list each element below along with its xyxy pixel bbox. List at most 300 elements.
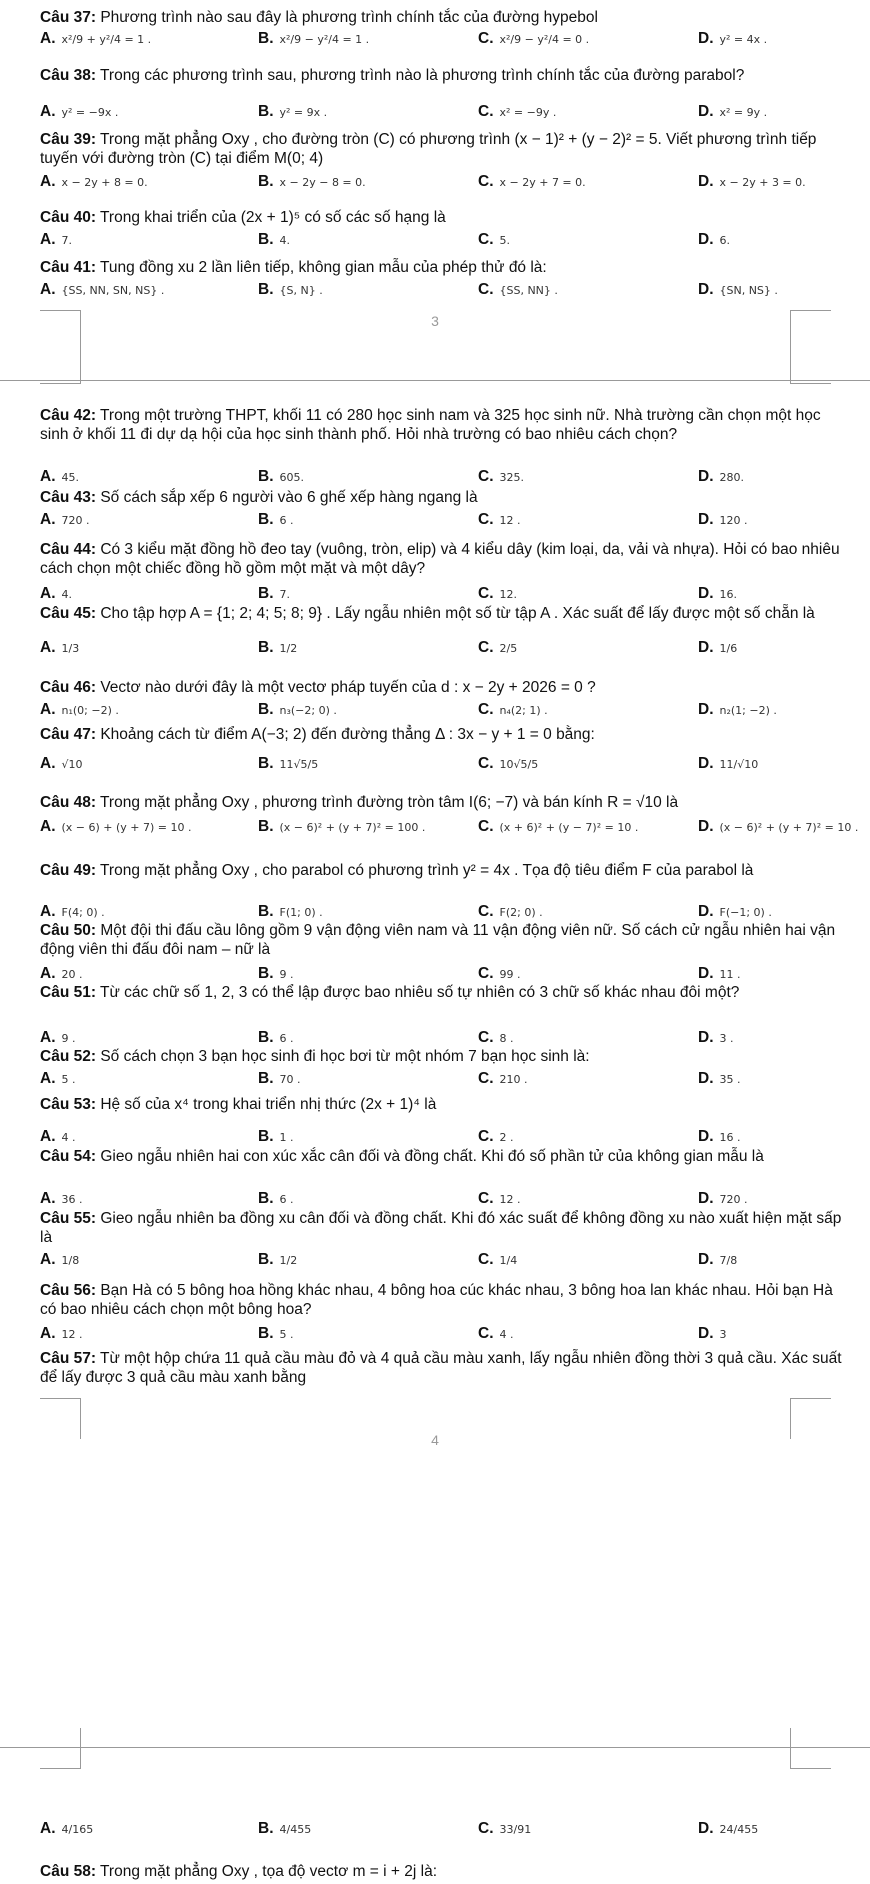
question-44 [40,540,848,578]
option-c[interactable] [478,103,556,121]
option-value: 9 . [61,1032,76,1045]
option-d[interactable] [698,1190,748,1208]
option-value: 4. [279,234,290,247]
option-letter: D. [698,701,714,718]
option-letter: D. [698,1190,714,1207]
option-a[interactable] [40,1029,76,1047]
option-b[interactable] [258,701,337,719]
option-value: 6. [719,234,730,247]
option-d[interactable] [698,231,730,249]
question-text: Trong mặt phẳng Oxy , tọa độ vectơ m = i + 2j là: [100,1863,438,1880]
option-c[interactable] [478,1820,531,1838]
question-label: Câu 42: [40,407,96,424]
option-value: 10√5/5 [499,758,539,771]
question-label: Câu 38: [40,67,96,84]
option-d[interactable] [698,1820,758,1838]
question-40 [40,208,848,227]
option-d[interactable] [698,1029,734,1047]
option-b[interactable] [258,818,425,836]
option-value: 7. [279,588,290,601]
option-letter: D. [698,965,714,982]
option-letter: B. [258,1190,274,1207]
option-a[interactable] [40,1128,76,1146]
option-letter: D. [698,639,714,656]
q46-options [40,701,848,721]
option-b[interactable] [258,173,366,191]
option-value: 11 . [719,968,741,981]
question-text: Trong một trường THPT, khối 11 có 280 học sinh nam và 325 học sinh nữ. Nhà trường cần chọn một học sinh ở khối 11 đi dự dạ hội của học sinh thành phố. Hỏi nhà trường có bao nhiêu cách chọn? [40,407,821,443]
option-b[interactable] [258,1325,294,1343]
option-letter: B. [258,511,274,528]
option-letter: D. [698,281,714,298]
option-c[interactable] [478,903,543,921]
q49-options [40,903,848,923]
option-a[interactable] [40,701,119,719]
option-c[interactable] [478,639,517,657]
question-52 [40,1047,848,1066]
crop-mark-bottom-left [40,343,81,384]
option-value: 8 . [499,1032,514,1045]
option-value: 70 . [279,1073,301,1086]
option-d[interactable] [698,1070,741,1088]
option-letter: C. [478,173,494,190]
option-value: 12 . [499,514,521,527]
option-value: n₃(−2; 0) . [279,704,337,717]
option-letter: A. [40,173,56,190]
option-c[interactable] [478,1070,528,1088]
question-text: Trong mặt phẳng Oxy , cho parabol có phương trình y² = 4x . Tọa độ tiêu điểm F của parabol là [100,862,754,879]
option-letter: A. [40,585,56,602]
option-value: {SN, NS} . [719,284,778,297]
option-value: 12 . [499,1193,521,1206]
page-number: 3 [431,313,439,329]
option-a[interactable] [40,281,164,299]
q47-options [40,755,848,775]
option-d[interactable] [698,103,767,121]
option-c[interactable] [478,511,521,529]
option-a[interactable] [40,231,72,249]
q52-options [40,1070,848,1090]
option-letter: D. [698,1325,714,1342]
option-a[interactable] [40,173,148,191]
option-letter: C. [478,1029,494,1046]
option-letter: A. [40,1190,56,1207]
option-letter: B. [258,1128,274,1145]
option-a[interactable] [40,965,83,983]
question-51 [40,983,848,1002]
question-label: Câu 51: [40,984,96,1001]
option-b[interactable] [258,468,304,486]
question-48 [40,793,848,812]
question-text: Vectơ nào dưới đây là một vectơ pháp tuyến của d : x − 2y + 2026 = 0 ? [100,679,596,696]
option-b[interactable] [258,103,327,121]
option-a[interactable] [40,103,118,121]
question-label: Câu 55: [40,1210,96,1227]
option-letter: D. [698,30,714,47]
option-b[interactable] [258,639,297,657]
question-label: Câu 56: [40,1282,96,1299]
option-letter: B. [258,173,274,190]
option-value: 7. [61,234,72,247]
option-b[interactable] [258,965,294,983]
question-label: Câu 58: [40,1863,96,1880]
option-a[interactable] [40,468,79,486]
option-value: 11√5/5 [279,758,319,771]
option-value: 325. [499,471,524,484]
option-letter: B. [258,701,274,718]
option-letter: A. [40,1820,56,1837]
option-value: 9 . [279,968,294,981]
option-a[interactable] [40,1070,76,1088]
option-value: 1/2 [279,642,298,655]
option-c[interactable] [478,468,524,486]
question-label: Câu 40: [40,209,96,226]
option-b[interactable] [258,1820,311,1838]
option-value: 11/√10 [719,758,759,771]
option-letter: C. [478,585,494,602]
question-label: Câu 52: [40,1048,96,1065]
option-letter: C. [478,639,494,656]
option-value: x² = 9y . [719,106,768,119]
option-letter: D. [698,468,714,485]
option-letter: C. [478,903,494,920]
question-label: Câu 45: [40,605,96,622]
option-letter: A. [40,1029,56,1046]
option-value: {SS, NN, SN, NS} . [61,284,165,297]
option-a[interactable] [40,903,105,921]
option-a[interactable] [40,511,90,529]
question-text: Trong mặt phẳng Oxy , phương trình đường tròn tâm I(6; −7) và bán kính R = √10 là [100,794,679,811]
option-value: 6 . [279,1032,294,1045]
option-d[interactable] [698,585,737,603]
question-text: Trong các phương trình sau, phương trình nào là phương trình chính tắc của đường parabol? [100,67,745,84]
question-label: Câu 37: [40,9,96,26]
option-letter: B. [258,468,274,485]
option-value: 6 . [279,514,294,527]
option-value: 16. [719,588,737,601]
q45-options [40,639,848,659]
question-label: Câu 53: [40,1096,96,1113]
option-value: 24/455 [719,1823,759,1836]
option-value: 12. [499,588,517,601]
option-d[interactable] [698,173,806,191]
option-letter: A. [40,701,56,718]
option-a[interactable] [40,1820,93,1838]
option-value: 280. [719,471,744,484]
question-text: Trong khai triển của (2x + 1)⁵ có số các số hạng là [100,209,446,226]
option-value: 12 . [61,1328,83,1341]
option-value: 5 . [61,1073,76,1086]
option-a[interactable] [40,755,83,773]
option-value: 1/3 [61,642,80,655]
option-c[interactable] [478,965,521,983]
question-55 [40,1209,848,1247]
option-value: 35 . [719,1073,741,1086]
question-53 [40,1095,848,1114]
option-value: x²/9 − y²/4 = 0 . [499,33,590,46]
option-letter: A. [40,1070,56,1087]
q54-options [40,1190,848,1210]
option-value: 1/2 [279,1254,298,1267]
option-value: 5 . [279,1328,294,1341]
question-text: Số cách chọn 3 bạn học sinh đi học bơi từ một nhóm 7 bạn học sinh là: [100,1048,590,1065]
question-text: Từ các chữ số 1, 2, 3 có thể lập được bao nhiêu số tự nhiên có 3 chữ số khác nhau đôi một? [100,984,740,1001]
option-c[interactable] [478,1029,514,1047]
question-text: Gieo ngẫu nhiên hai con xúc xắc cân đối và đồng chất. Khi đó số phần tử của không gian mẫu là [100,1148,764,1165]
question-label: Câu 44: [40,541,96,558]
option-letter: B. [258,965,274,982]
q39-options [40,173,848,193]
option-value: 7/8 [719,1254,738,1267]
option-letter: A. [40,965,56,982]
question-label: Câu 49: [40,862,96,879]
option-b[interactable] [258,903,323,921]
question-label: Câu 39: [40,131,96,148]
option-letter: B. [258,1029,274,1046]
option-a[interactable] [40,818,192,836]
option-value: 1/8 [61,1254,80,1267]
question-text: Gieo ngẫu nhiên ba đồng xu cân đối và đồng chất. Khi đó xác suất để không đồng xu nào xuất hiện mặt sấp là [40,1210,842,1246]
option-b[interactable] [258,30,369,48]
option-b[interactable] [258,1251,297,1269]
q38-options [40,103,848,123]
question-42 [40,406,848,444]
crop-mark-bottom-right [790,1728,831,1769]
option-letter: A. [40,468,56,485]
option-letter: A. [40,281,56,298]
q55-options [40,1251,848,1271]
question-38 [40,66,848,85]
option-letter: B. [258,1070,274,1087]
option-a[interactable] [40,1325,83,1343]
option-b[interactable] [258,585,290,603]
option-c[interactable] [478,1325,514,1343]
option-letter: D. [698,903,714,920]
option-letter: C. [478,1325,494,1342]
option-b[interactable] [258,1029,294,1047]
q51-options [40,1029,848,1049]
option-b[interactable] [258,511,294,529]
option-letter: C. [478,1128,494,1145]
question-text: Có 3 kiểu mặt đồng hồ đeo tay (vuông, tròn, elip) và 4 kiểu dây (kim loại, da, vải và nhựa). Hỏi có bao nhiêu cách chọn một chiếc đồng hồ gồm một mặt và một dây? [40,541,840,577]
option-b[interactable] [258,1070,301,1088]
option-value: 20 . [61,968,83,981]
option-letter: B. [258,585,274,602]
option-value: x − 2y − 8 = 0. [279,176,366,189]
option-c[interactable] [478,1190,521,1208]
option-value: (x − 6) + (y + 7) = 10 . [61,821,192,834]
question-text: Trong mặt phẳng Oxy , cho đường tròn (C) có phương trình (x − 1)² + (y − 2)² = 5. Viết phương trình tiếp tuyến với đường tròn (C) tại điểm M(0; 4) [40,131,817,167]
option-c[interactable] [478,1251,517,1269]
option-value: 33/91 [499,1823,532,1836]
option-value: {SS, NN} . [499,284,558,297]
option-letter: D. [698,1070,714,1087]
q56-options [40,1325,848,1345]
option-d[interactable] [698,281,778,299]
question-46 [40,678,848,697]
option-b[interactable] [258,231,290,249]
question-49 [40,861,848,880]
option-letter: D. [698,585,714,602]
option-d[interactable] [698,511,748,529]
option-d[interactable] [698,755,758,773]
option-letter: B. [258,639,274,656]
option-value: 1/6 [719,642,738,655]
option-letter: A. [40,755,56,772]
option-d[interactable] [698,468,744,486]
option-value: F(4; 0) . [61,906,105,919]
option-letter: B. [258,103,274,120]
option-c[interactable] [478,1128,514,1146]
option-letter: C. [478,511,494,528]
option-c[interactable] [478,755,538,773]
option-value: n₄(2; 1) . [499,704,548,717]
question-56 [40,1281,848,1319]
option-value: 120 . [719,514,748,527]
option-value: 3 . [719,1032,734,1045]
option-a[interactable] [40,30,151,48]
option-letter: A. [40,1128,56,1145]
option-b[interactable] [258,755,318,773]
option-value: 605. [279,471,304,484]
option-letter: C. [478,1190,494,1207]
option-letter: C. [478,701,494,718]
option-value: 6 . [279,1193,294,1206]
q40-options [40,231,848,251]
option-b[interactable] [258,1128,294,1146]
question-39 [40,130,848,168]
option-value: 1 . [279,1131,294,1144]
q44-options [40,585,848,605]
option-letter: C. [478,755,494,772]
option-value: {S, N} . [279,284,323,297]
option-letter: D. [698,1029,714,1046]
option-value: 4 . [61,1131,76,1144]
option-value: √10 [61,758,83,771]
option-letter: A. [40,818,56,835]
question-41 [40,258,848,277]
option-d[interactable] [698,1128,741,1146]
option-letter: A. [40,1325,56,1342]
option-value: 4/165 [61,1823,94,1836]
option-letter: A. [40,639,56,656]
option-c[interactable] [478,173,586,191]
option-d[interactable] [698,30,767,48]
option-c[interactable] [478,231,510,249]
question-text: Cho tập hợp A = {1; 2; 4; 5; 8; 9} . Lấy ngẫu nhiên một số từ tập A . Xác suất để lấy được một số chẵn là [100,605,815,622]
question-label: Câu 41: [40,259,96,276]
question-label: Câu 48: [40,794,96,811]
option-letter: C. [478,818,494,835]
option-a[interactable] [40,1190,83,1208]
option-letter: C. [478,468,494,485]
option-letter: C. [478,103,494,120]
option-letter: B. [258,30,274,47]
option-letter: D. [698,818,714,835]
question-label: Câu 46: [40,679,96,696]
question-text: Một đội thi đấu cầu lông gồm 9 vận động viên nam và 11 vận động viên nữ. Số cách cử ngẫu nhiên hai vận động viên thi đấu đôi nam – nữ là [40,922,836,958]
option-d[interactable] [698,1325,727,1343]
option-value: 1/4 [499,1254,518,1267]
option-value: 3 [719,1328,727,1341]
question-text: Khoảng cách từ điểm A(−3; 2) đến đường thẳng Δ : 3x − y + 1 = 0 bằng: [100,726,595,743]
option-d[interactable] [698,1251,737,1269]
option-letter: D. [698,1251,714,1268]
option-letter: B. [258,1820,274,1837]
option-d[interactable] [698,639,737,657]
option-b[interactable] [258,1190,294,1208]
option-value: 5. [499,234,510,247]
option-value: 16 . [719,1131,741,1144]
option-letter: D. [698,1128,714,1145]
option-c[interactable] [478,701,548,719]
option-a[interactable] [40,639,79,657]
question-47 [40,725,848,744]
option-letter: C. [478,1251,494,1268]
option-letter: B. [258,1325,274,1342]
option-letter: A. [40,1251,56,1268]
option-letter: A. [40,903,56,920]
option-c[interactable] [478,585,517,603]
q43-options [40,511,848,531]
option-value: F(−1; 0) . [719,906,772,919]
option-value: 45. [61,471,79,484]
question-text: Từ một hộp chứa 11 quả cầu màu đỏ và 4 quả cầu màu xanh, lấy ngẫu nhiên đồng thời 3 quả cầu. Xác suất để lấy được 3 quả cầu màu xanh bằng [40,1350,842,1386]
option-value: 2/5 [499,642,518,655]
question-45 [40,604,848,623]
option-d[interactable] [698,701,777,719]
option-letter: C. [478,965,494,982]
option-c[interactable] [478,281,558,299]
option-letter: C. [478,231,494,248]
option-d[interactable] [698,903,772,921]
option-value: (x − 6)² + (y + 7)² = 10 . [719,821,859,834]
option-c[interactable] [478,818,638,836]
option-letter: B. [258,231,274,248]
q50-options [40,965,848,985]
option-letter: C. [478,1820,494,1837]
option-value: x − 2y + 3 = 0. [719,176,806,189]
option-value: F(1; 0) . [279,906,323,919]
option-letter: B. [258,755,274,772]
option-d[interactable] [698,818,858,836]
option-value: y² = 9x . [279,106,328,119]
option-letter: B. [258,1251,274,1268]
option-letter: D. [698,103,714,120]
question-text: Số cách sắp xếp 6 người vào 6 ghế xếp hàng ngang là [100,489,478,506]
option-value: x² = −9y . [499,106,557,119]
page-number: 4 [431,1432,439,1448]
question-text: Phương trình nào sau đây là phương trình chính tắc của đường hypebol [100,9,598,26]
q42-options [40,468,848,488]
question-text: Hệ số của x⁴ trong khai triển nhị thức (2x + 1)⁴ là [100,1096,437,1113]
q57-options [40,1820,848,1840]
option-letter: D. [698,755,714,772]
option-value: 36 . [61,1193,83,1206]
option-d[interactable] [698,965,741,983]
question-50 [40,921,848,959]
option-c[interactable] [478,30,589,48]
option-a[interactable] [40,585,72,603]
question-label: Câu 54: [40,1148,96,1165]
option-letter: C. [478,30,494,47]
question-43 [40,488,848,507]
page-separator [0,1747,870,1748]
q48-options [40,818,859,838]
option-a[interactable] [40,1251,79,1269]
option-letter: D. [698,231,714,248]
option-b[interactable] [258,281,323,299]
